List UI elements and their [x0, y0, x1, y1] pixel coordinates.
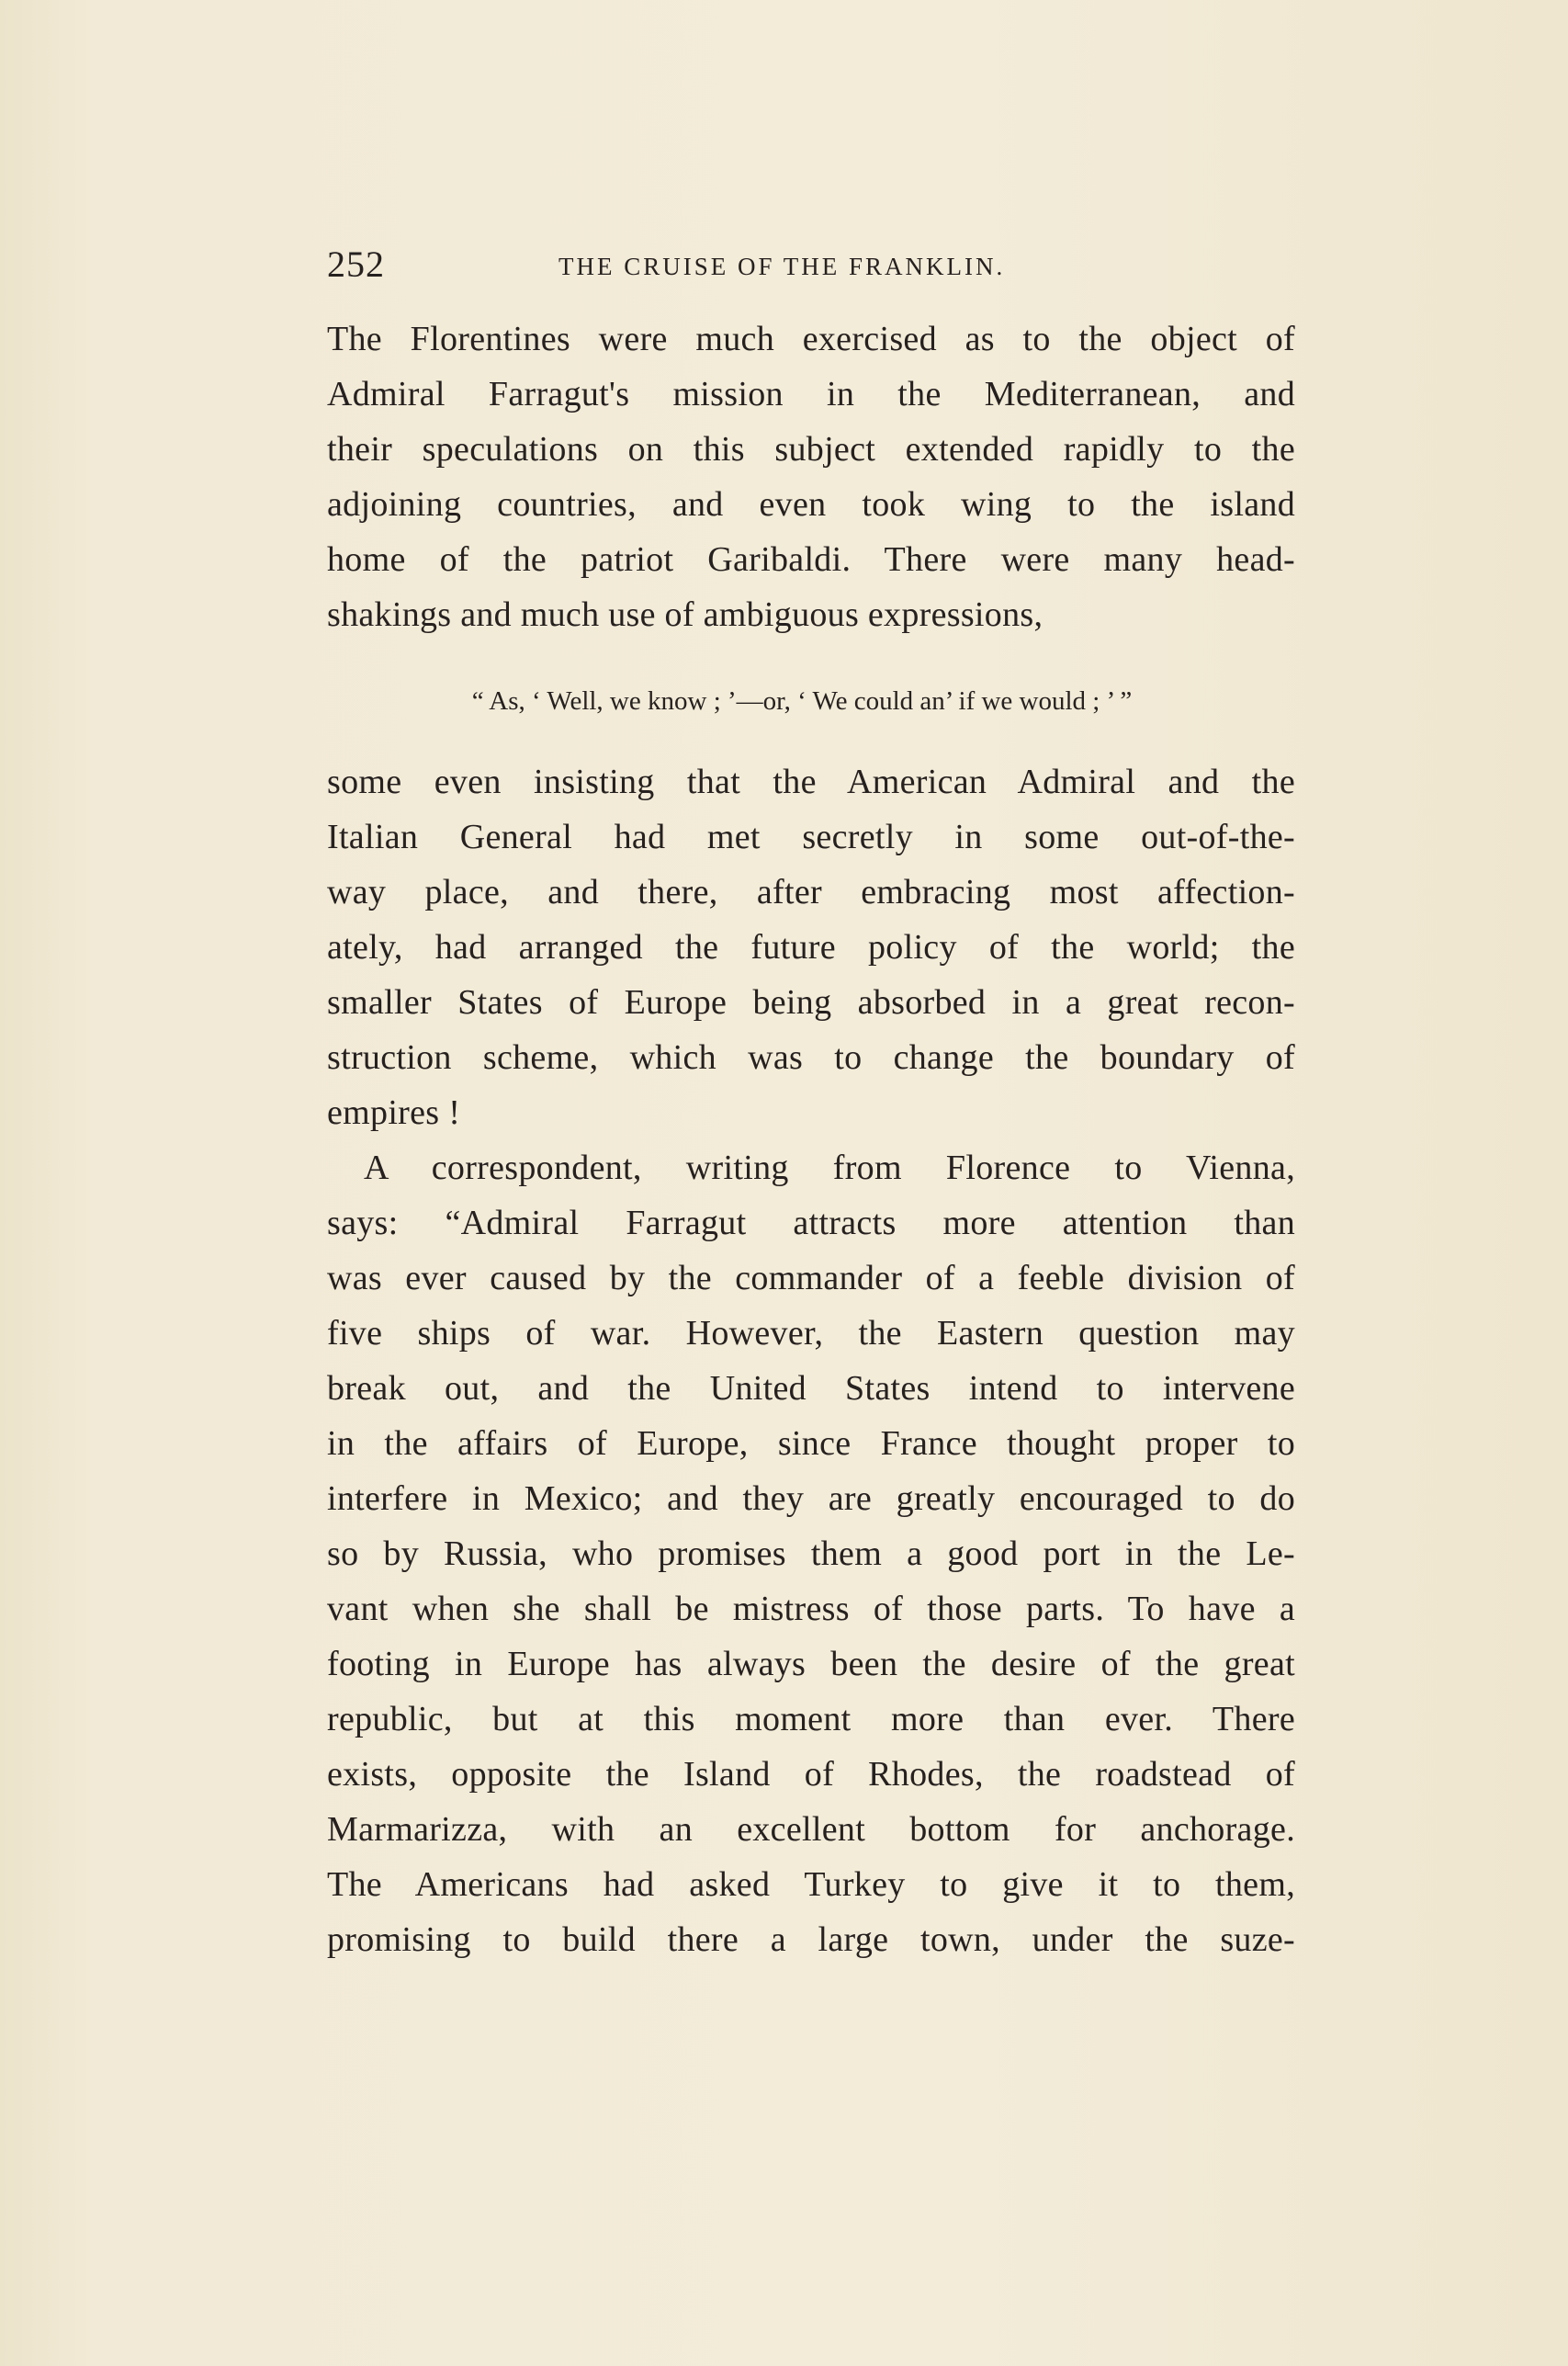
paragraph-3-line: exists, opposite the Island of Rhodes, the roadstead of [327, 1755, 1295, 1794]
block-quotation: “ As, ‘ Well, we know ; ’—or, ‘ We could an’ if we would ; ’ ” [471, 686, 1133, 716]
paragraph-3-line: The Americans had asked Turkey to give it to them, [327, 1865, 1295, 1904]
paragraph-3-line: break out, and the United States intend to intervene [327, 1369, 1295, 1408]
paragraph-1-line: The Florentines were much exercised as to the object of [327, 320, 1295, 358]
paragraph-2-line: ately, had arranged the future policy of the world; the [327, 928, 1295, 967]
paragraph-3-line: in the affairs of Europe, since France thought proper to [327, 1424, 1295, 1463]
paragraph-1-line: home of the patriot Garibaldi. There were many head- [327, 540, 1295, 579]
paragraph-2-line: some even insisting that the American Admiral and the [327, 763, 1295, 801]
paragraph-2-line: way place, and there, after embracing most affection- [327, 873, 1295, 911]
paragraph-3-line: vant when she shall be mistress of those parts. To have a [327, 1590, 1295, 1628]
paragraph-1-line: adjoining countries, and even took wing to the island [327, 485, 1295, 524]
paragraph-3-line: was ever caused by the commander of a feeble division of [327, 1259, 1295, 1297]
paragraph-1-line: shakings and much use of ambiguous expressions, [327, 595, 1043, 634]
paragraph-2-line: empires ! [327, 1093, 461, 1132]
paragraph-3-line: five ships of war. However, the Eastern question may [327, 1314, 1295, 1353]
running-title: THE CRUISE OF THE FRANKLIN. [558, 253, 1006, 280]
paragraph-3-line: republic, but at this moment more than ever. There [327, 1700, 1295, 1738]
page-number: 252 [327, 243, 385, 285]
paragraph-3-line: so by Russia, who promises them a good port in the Le- [327, 1534, 1295, 1573]
paragraph-2-line: struction scheme, which was to change the boundary of [327, 1038, 1295, 1077]
paragraph-3-line: footing in Europe has always been the desire of the great [327, 1645, 1295, 1683]
paragraph-3-line: Marmarizza, with an excellent bottom for anchorage. [327, 1810, 1295, 1849]
running-head [327, 237, 1295, 292]
paragraph-3-line: promising to build there a large town, under the suze- [327, 1920, 1295, 1959]
paragraph-3-line: interfere in Mexico; and they are greatly encouraged to do [327, 1479, 1295, 1518]
paragraph-2-line: smaller States of Europe being absorbed in a great recon- [327, 983, 1295, 1022]
paragraph-1-line: Admiral Farragut's mission in the Mediterranean, and [327, 375, 1295, 413]
paragraph-3-line: says: “Admiral Farragut attracts more attention than [327, 1204, 1295, 1242]
paragraph-2-line: Italian General had met secretly in some out-of-the- [327, 818, 1295, 856]
paragraph-3-line: A correspondent, writing from Florence to Vienna, [364, 1149, 1295, 1187]
paragraph-1-line: their speculations on this subject extended rapidly to the [327, 430, 1295, 469]
